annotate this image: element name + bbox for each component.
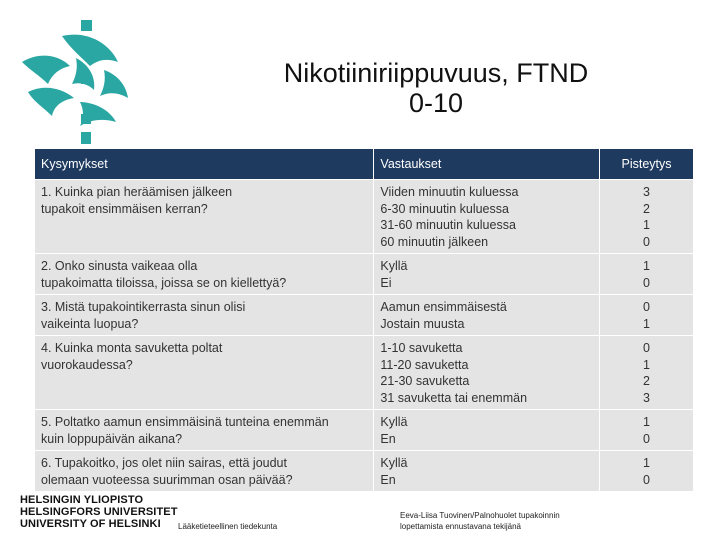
score-value: 1 — [643, 357, 650, 372]
question-text: kuin loppupäivän aikana? — [41, 431, 183, 446]
table-header-row — [35, 149, 694, 180]
question-cell — [35, 180, 374, 254]
university-name-sv: HELSINGFORS UNIVERSITET — [20, 506, 178, 518]
score-value: 1 — [643, 218, 650, 232]
question-cell — [35, 336, 374, 410]
faculty-name: Lääketieteellinen tiedekunta — [178, 522, 278, 531]
answer-text: 31-60 minuutin kuluessa — [380, 218, 516, 232]
score-value: 0 — [643, 431, 650, 446]
answer-text: En — [380, 431, 396, 446]
score-value: 0 — [643, 472, 650, 487]
source-note — [400, 510, 560, 532]
score-value: 2 — [643, 201, 650, 216]
question-text: vaikeinta luopua? — [41, 316, 139, 331]
scores-cell — [600, 336, 694, 410]
answer-text: Ei — [380, 275, 392, 290]
score-value: 1 — [643, 259, 650, 273]
answer-text: 21-30 savuketta — [380, 374, 470, 388]
table-row — [35, 336, 694, 410]
question-text: vuorokaudessa? — [41, 357, 133, 372]
answers-cell — [374, 254, 600, 295]
question-text: 2. Onko sinusta vaikeaa olla — [41, 259, 198, 273]
slide-title-line-2: 0-10 — [408, 88, 464, 118]
ftnd-table — [34, 148, 694, 492]
source-note-line: lopettamista ennustavana tekijänä — [400, 522, 521, 531]
answer-text: Viiden minuutin kuluessa — [380, 185, 519, 199]
question-text: 6. Tupakoitko, jos olet niin sairas, että joudut — [41, 456, 287, 470]
answers-cell — [374, 451, 600, 492]
header-questions: Kysymykset — [35, 149, 374, 180]
answer-text: Aamun ensimmäisestä — [380, 300, 507, 314]
table-row — [35, 295, 694, 336]
university-name-en: UNIVERSITY OF HELSINKI — [20, 518, 161, 530]
question-text: tupakoit ensimmäisen kerran? — [41, 201, 208, 216]
question-cell — [35, 410, 374, 451]
question-text: 1. Kuinka pian heräämisen jälkeen — [41, 185, 233, 199]
scores-cell — [600, 180, 694, 254]
header-answers: Vastaukset — [374, 149, 600, 180]
question-text: 3. Mistä tupakointikerrasta sinun olisi — [41, 300, 246, 314]
answer-text: 60 minuutin jälkeen — [380, 234, 489, 249]
answer-text: 11-20 savuketta — [380, 357, 469, 372]
slide-title-line-1: Nikotiiniriippuvuus, FTND — [283, 58, 589, 88]
answer-text: 31 savuketta tai enemmän — [380, 390, 528, 405]
answer-text: 6-30 minuutin kuluessa — [380, 201, 509, 216]
table-row — [35, 254, 694, 295]
flame-logo-icon — [18, 18, 138, 146]
answer-text: Kyllä — [380, 456, 408, 470]
answers-cell — [374, 180, 600, 254]
score-value: 0 — [643, 300, 650, 314]
scores-cell — [600, 410, 694, 451]
score-value: 2 — [643, 374, 650, 388]
score-value: 1 — [643, 415, 650, 429]
question-cell — [35, 451, 374, 492]
question-text: olemaan vuoteessa suurimman osan päivää? — [41, 472, 293, 487]
score-value: 0 — [643, 275, 650, 290]
table-row — [35, 410, 694, 451]
table-row — [35, 180, 694, 254]
answer-text: Kyllä — [380, 259, 408, 273]
question-cell — [35, 295, 374, 336]
question-text: 5. Poltatko aamun ensimmäisinä tunteina enemmän — [41, 415, 329, 429]
scores-cell — [600, 254, 694, 295]
question-cell — [35, 254, 374, 295]
answers-cell — [374, 295, 600, 336]
source-note-line: Eeva-Liisa Tuovinen/Palnohuolet tupakoinnin — [400, 511, 560, 520]
university-name — [20, 494, 178, 530]
table-row — [35, 451, 694, 492]
slide-title — [226, 58, 646, 118]
question-text: 4. Kuinka monta savuketta poltat — [41, 341, 223, 355]
score-value: 0 — [643, 341, 650, 355]
answers-cell — [374, 336, 600, 410]
question-text: tupakoimatta tiloissa, joissa se on kiellettyä? — [41, 275, 287, 290]
answer-text: En — [380, 472, 396, 487]
scores-cell — [600, 295, 694, 336]
answers-cell — [374, 410, 600, 451]
score-value: 3 — [643, 390, 650, 405]
score-value: 0 — [643, 234, 650, 249]
score-value: 1 — [643, 316, 650, 331]
score-value: 3 — [643, 185, 650, 199]
header-scores: Pisteytys — [600, 149, 694, 180]
answer-text: 1-10 savuketta — [380, 341, 463, 355]
answer-text: Kyllä — [380, 415, 408, 429]
score-value: 1 — [643, 456, 650, 470]
university-name-fi: HELSINGIN YLIOPISTO — [20, 494, 144, 506]
scores-cell — [600, 451, 694, 492]
answer-text: Jostain muusta — [380, 316, 465, 331]
